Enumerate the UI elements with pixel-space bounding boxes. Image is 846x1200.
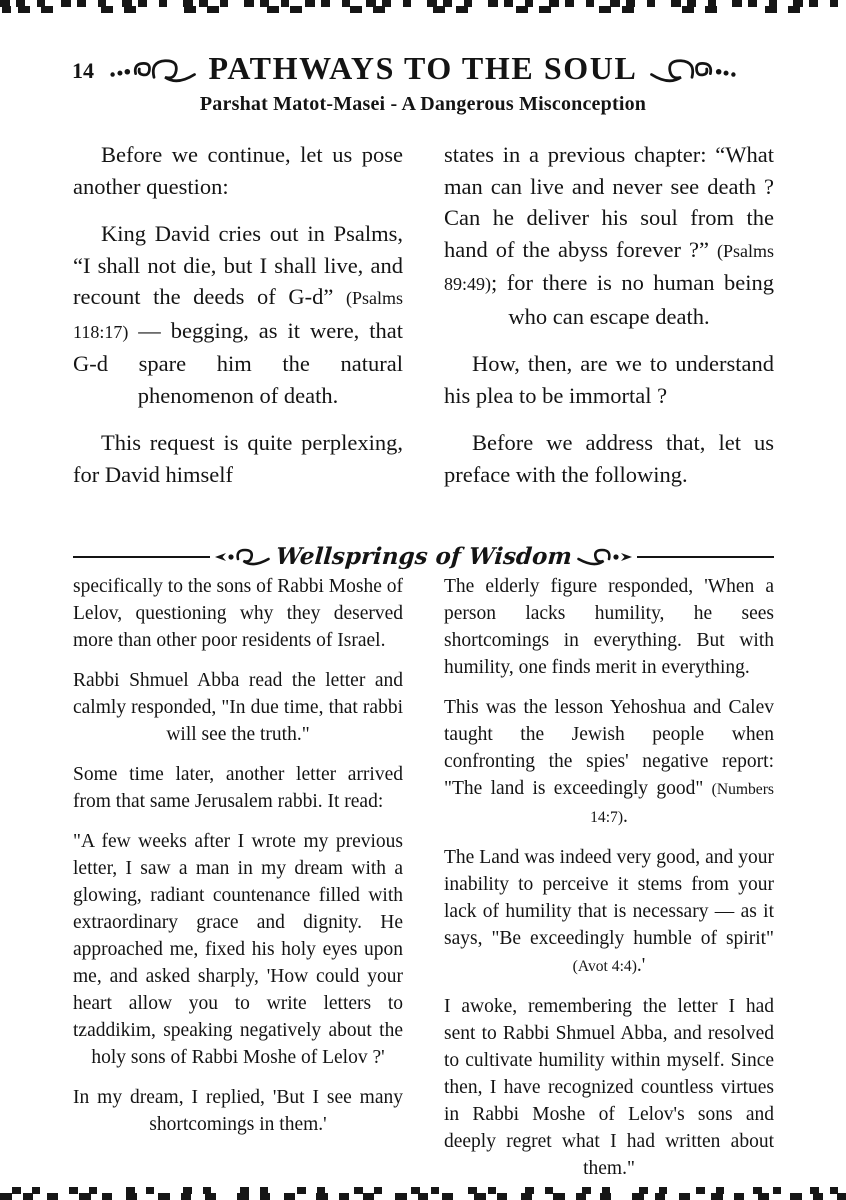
top-ornamental-border: [0, 0, 846, 13]
main-text-section: [73, 139, 774, 506]
page-header: [0, 50, 846, 87]
wellsprings-left-column: [73, 573, 403, 1195]
paragraph: [444, 348, 774, 411]
section-divider: [73, 543, 774, 570]
scripture-citation: (Avot 4:4): [572, 958, 637, 975]
main-left-column: [73, 139, 403, 506]
body-text: I awoke, remembering the letter I had sent to Rabbi Shmuel Abba, and resolved to cultivate humility within myself. Since then, I have recognized countless virtues in Rabbi Moshe of Lelov's sons and deeply regret what I had written about them.": [444, 996, 774, 1179]
divider-flourish-right-icon: [577, 546, 633, 568]
paragraph: [444, 993, 774, 1182]
paragraph: [444, 844, 774, 980]
body-text: .: [623, 806, 628, 827]
bottom-ornamental-border: [0, 1187, 846, 1200]
paragraph: [73, 761, 403, 815]
body-text: How, then, are we to understand his plea to be immortal ?: [444, 351, 774, 408]
body-text: "A few weeks after I wrote my previous letter, I saw a man in my dream with a glowing, radiant countenance filled with extraordinary grace and dignity. He approached me, fixed his holy eyes upon me, and asked sharply, 'How could your heart allow you to write letters to tzaddikim, speaking negatively about the holy sons of Rabbi Moshe of Lelov ?': [73, 831, 403, 1068]
main-right-column: [444, 139, 774, 506]
paragraph: [444, 573, 774, 681]
chapter-subtitle: Parshat Matot-Masei - A Dangerous Misconception: [199, 93, 647, 115]
wellsprings-text-section: [73, 573, 774, 1195]
body-text: The Land was indeed very good, and your inability to perceive it stems from your lack of humility that is necessary — as it says, "Be exceedingly humble of spirit": [444, 847, 774, 949]
body-text: specifically to the sons of Rabbi Moshe of Lelov, questioning why they deserved more than other poor residents of Israel.: [73, 576, 403, 651]
body-text: ; for there is no human being who can escape death.: [491, 270, 774, 329]
body-text: The elderly figure responded, 'When a person lacks humility, he sees shortcomings in everything. But with humility, one finds merit in everything.: [444, 576, 774, 678]
scripture-citation: (Psalms 118:17): [73, 288, 403, 342]
paragraph: [73, 427, 403, 490]
body-text: — begging, as it were, that G-d spare him the natural phenomenon of death.: [73, 317, 403, 408]
divider-title: Wellsprings of Wisdom: [274, 543, 573, 570]
paragraph: [444, 427, 774, 490]
body-text: Some time later, another letter arrived from that same Jerusalem rabbi. It read:: [73, 764, 403, 812]
paragraph: [73, 667, 403, 748]
paragraph: [73, 1084, 403, 1138]
scroll-flourish-left-icon: [108, 54, 200, 84]
divider-flourish-left-icon: [214, 546, 270, 568]
book-title: PATHWAYS TO THE SOUL: [208, 50, 638, 86]
body-text: .': [636, 955, 646, 976]
body-text: King David cries out in Psalms, “I shall not die, but I shall live, and recount the deeds of G-d”: [73, 221, 403, 309]
body-text: Before we address that, let us preface with the following.: [444, 430, 774, 487]
body-text: Before we continue, let us pose another question:: [73, 142, 403, 199]
paragraph: [444, 139, 774, 332]
divider-rule-left: [73, 556, 210, 558]
body-text: This was the lesson Yehoshua and Calev taught the Jewish people when confronting the spies' negative report: "The land is exceedingly good": [444, 697, 774, 799]
body-text: Rabbi Shmuel Abba read the letter and calmly responded, "In due time, that rabbi will see the truth.": [73, 670, 403, 745]
paragraph: [73, 828, 403, 1071]
paragraph: [444, 694, 774, 831]
divider-rule-right: [637, 556, 774, 558]
scroll-flourish-right-icon: [646, 54, 738, 84]
page-number: 14: [72, 58, 94, 83]
scripture-citation: (Psalms 89:49): [444, 240, 774, 294]
body-text: In my dream, I replied, 'But I see many shortcomings in them.': [73, 1087, 403, 1135]
paragraph: [73, 573, 403, 654]
paragraph: [73, 139, 403, 202]
body-text: states in a previous chapter: “What man can live and never see death ? Can he deliver his soul from the hand of the abyss forever ?”: [444, 142, 774, 262]
scripture-citation: (Numbers 14:7): [590, 781, 774, 826]
body-text: This request is quite perplexing, for David himself: [73, 430, 403, 487]
paragraph: [73, 218, 403, 411]
wellsprings-right-column: [444, 573, 774, 1195]
